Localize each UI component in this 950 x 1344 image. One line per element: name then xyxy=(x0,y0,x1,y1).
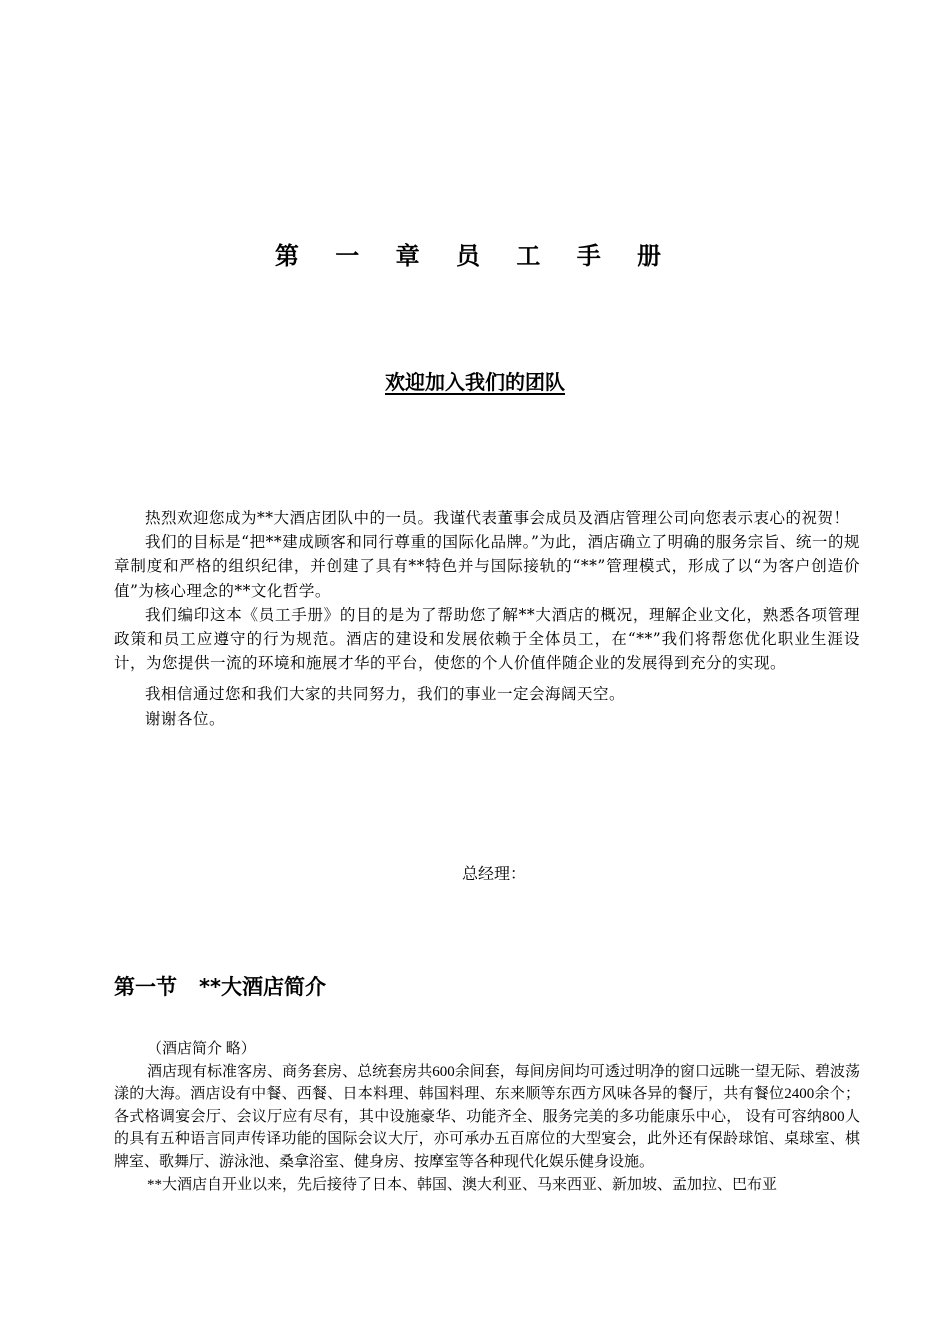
chapter-title: 第 一 章 员 工 手 册 xyxy=(274,242,676,270)
hotel-intro xyxy=(114,1038,860,1196)
intro-note: （酒店简介 略） xyxy=(147,1041,256,1057)
letter-paragraph: 我相信通过您和我们大家的共同努力，我们的事业一定会海阔天空。 xyxy=(145,685,626,704)
intro-paragraph: 酒店现有标准客房、商务套房、总统套房共600余间套，每间房间均可透过明净的窗口远眺一望无际、碧波荡漾的大海。酒店设有中餐、西餐、日本料理、韩国料理、东来顺等东西方风味各异的餐厅，共有餐位2400余个；各式格调宴会厅、会议厅应有尽有，其中设施豪华、功能齐全、服务完美的多功能康乐中心， 设有可容纳800人的具有五种语言同声传译功能的国际会议大厅，亦可承办五百席位的大型宴会，此外还有保龄球馆、桌球室、棋牌室、歌舞厅、游泳池、桑拿浴室、健身房、按摩室等各种现代化娱乐健身设施。 xyxy=(114,1063,860,1170)
letter-paragraph: 我们的目标是“把**建成顾客和同行尊重的国际化品牌。”为此，酒店确立了明确的服务宗旨、统一的规章制度和严格的组织纪律，并创建了具有**特色并与国际接轨的“**”管理模式，形成了以“为客户创造价值”为核心理念的**文化哲学。 xyxy=(114,533,860,600)
section-heading xyxy=(114,972,326,1002)
section-number: 第一节 xyxy=(114,975,177,999)
letter-paragraph: 我们编印这本《员工手册》的目的是为了帮助您了解**大酒店的概况，理解企业文化，熟悉各项管理政策和员工应遵守的行为规范。酒店的建设和发展依赖于全体员工，在“**”我们将帮您优化职业生涯设计，为您提供一流的环境和施展才华的平台，使您的个人价值伴随企业的发展得到充分的实现。 xyxy=(114,605,860,673)
section-title: **大酒店简介 xyxy=(199,975,326,999)
signature-line: 总经理： xyxy=(462,866,527,883)
letter-paragraph: 热烈欢迎您成为**大酒店团队中的一员。我谨代表董事会成员及酒店管理公司向您表示衷心的祝贺！ xyxy=(145,509,850,527)
welcome-letter xyxy=(114,506,860,731)
welcome-title: 欢迎加入我们的团队 xyxy=(385,370,565,394)
intro-paragraph: **大酒店自开业以来，先后接待了日本、韩国、澳大利亚、马来西亚、新加坡、孟加拉、巴布亚 xyxy=(147,1176,778,1193)
letter-paragraph: 谢谢各位。 xyxy=(145,709,226,728)
